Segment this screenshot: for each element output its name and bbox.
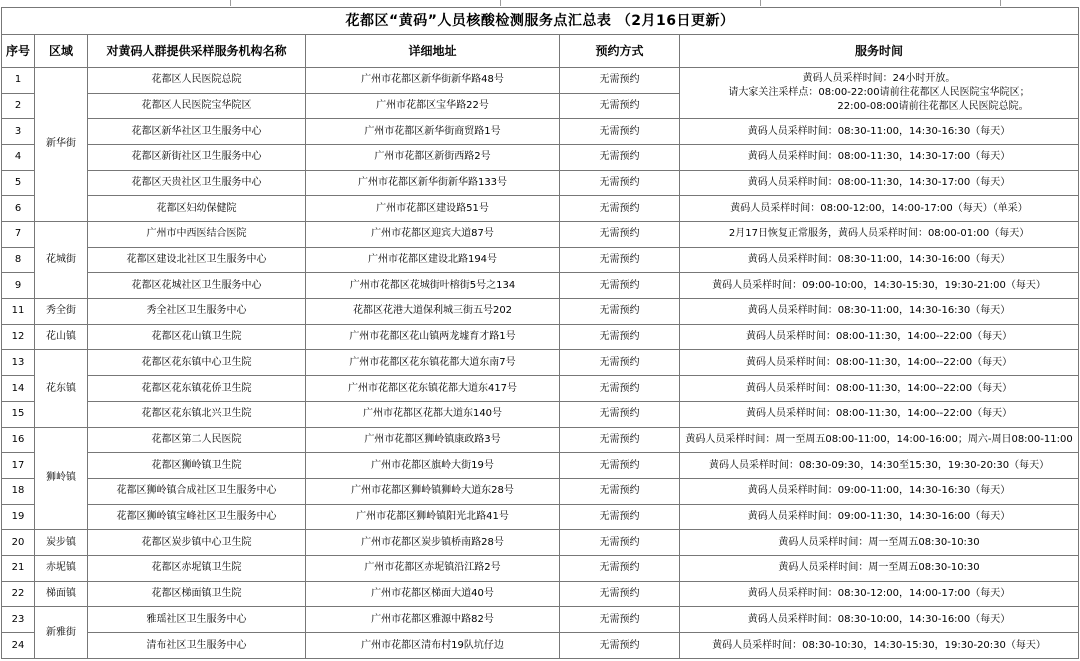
cell-service: 黄码人员采样时间：08:00-11:30，14:00--22:00（每天） (680, 376, 1079, 402)
cell-address: 广州市花都区赤坭镇沿江路2号 (306, 555, 560, 581)
header-address: 详细地址 (306, 35, 560, 68)
cell-address: 广州市花都区建设路51号 (306, 196, 560, 222)
cell-org: 花都区花城社区卫生服务中心 (88, 273, 306, 299)
cell-booking: 无需预约 (560, 581, 680, 607)
table-row (2, 427, 1079, 453)
table-row (2, 504, 1079, 530)
table-row (2, 478, 1079, 504)
service-line-2: 请大家关注采样点：08:00-22:00请前往花都区人民医院宝华院区； (728, 87, 1030, 99)
cell-org: 花都区花东镇花侨卫生院 (88, 376, 306, 402)
cell-service: 黄码人员采样时间：08:30-11:00，14:30-16:30（每天） (680, 299, 1079, 325)
cell-address: 广州市花都区花东镇花都大道东南7号 (306, 350, 560, 376)
cell-address: 广州市花都区清布村19队坑仔边 (306, 633, 560, 659)
cell-service: 黄码人员采样时间：周一至周五08:30-10:30 (680, 530, 1079, 556)
cell-address: 广州市花都区花山镇两龙墟育才路1号 (306, 324, 560, 350)
cell-no: 1 (2, 67, 35, 93)
cell-org: 花都区新华社区卫生服务中心 (88, 119, 306, 145)
cell-booking: 无需预约 (560, 273, 680, 299)
cell-address: 广州市花都区雅源中路82号 (306, 607, 560, 633)
cell-address: 广州市花都区宝华路22号 (306, 93, 560, 119)
cell-no: 12 (2, 324, 35, 350)
cell-service: 黄码人员采样时间：09:00-10:00，14:30-15:30，19:30-21:00（每天） (680, 273, 1079, 299)
cell-address: 广州市花都区狮岭镇狮岭大道东28号 (306, 478, 560, 504)
cell-no: 6 (2, 196, 35, 222)
table-row (2, 247, 1079, 273)
cell-org: 雅瑶社区卫生服务中心 (88, 607, 306, 633)
table-row (2, 222, 1079, 248)
cell-org: 花都区妇幼保健院 (88, 196, 306, 222)
cell-org: 花都区狮岭镇宝峰社区卫生服务中心 (88, 504, 306, 530)
cell-address: 广州市花都区花城街叶榕街5号之134 (306, 273, 560, 299)
cell-district: 花山镇 (35, 324, 88, 350)
cell-no: 19 (2, 504, 35, 530)
cell-address: 广州市花都区炭步镇桥南路28号 (306, 530, 560, 556)
cell-booking: 无需预约 (560, 67, 680, 93)
cell-address: 广州市花都区新华街商贸路1号 (306, 119, 560, 145)
cell-booking: 无需预约 (560, 530, 680, 556)
cell-service: 黄码人员采样时间：08:30-11:00，14:30-16:30（每天） (680, 119, 1079, 145)
cell-booking: 无需预约 (560, 453, 680, 479)
table-row (2, 555, 1079, 581)
cell-booking: 无需预约 (560, 324, 680, 350)
cell-booking: 无需预约 (560, 299, 680, 325)
cell-address: 广州市花都区建设北路194号 (306, 247, 560, 273)
cell-address: 广州市花都区花东镇花都大道东417号 (306, 376, 560, 402)
cell-service: 黄码人员采样时间：08:00-11:30，14:00--22:00（每天） (680, 324, 1079, 350)
cell-org: 花都区狮岭镇卫生院 (88, 453, 306, 479)
cell-district: 花东镇 (35, 350, 88, 427)
cell-org: 花都区狮岭镇合成社区卫生服务中心 (88, 478, 306, 504)
cell-service: 黄码人员采样时间：08:00-11:30，14:00--22:00（每天） (680, 401, 1079, 427)
service-line-1: 黄码人员采样时间：24小时开放。 (802, 73, 956, 85)
cell-service: 黄码人员采样时间：08:30-11:00，14:30-16:00（每天） (680, 247, 1079, 273)
cell-org: 花都区建设北社区卫生服务中心 (88, 247, 306, 273)
cell-district: 新雅街 (35, 607, 88, 659)
cell-service: 黄码人员采样时间：08:30-10:00，14:30-16:00（每天） (680, 607, 1079, 633)
cell-booking: 无需预约 (560, 144, 680, 170)
cell-booking: 无需预约 (560, 93, 680, 119)
cell-booking: 无需预约 (560, 196, 680, 222)
cell-no: 18 (2, 478, 35, 504)
cell-booking: 无需预约 (560, 401, 680, 427)
cell-service: 黄码人员采样时间：08:00-11:30，14:00--22:00（每天） (680, 350, 1079, 376)
cell-org: 花都区新街社区卫生服务中心 (88, 144, 306, 170)
cell-booking: 无需预约 (560, 170, 680, 196)
cell-district: 炭步镇 (35, 530, 88, 556)
table-row (2, 196, 1079, 222)
cell-booking: 无需预约 (560, 376, 680, 402)
cell-service: 黄码人员采样时间：周一至周五08:30-10:30 (680, 555, 1079, 581)
cell-address: 广州市花都区梯面大道40号 (306, 581, 560, 607)
cell-address: 花都区花港大道保利城三街五号202 (306, 299, 560, 325)
cell-org: 花都区炭步镇中心卫生院 (88, 530, 306, 556)
table-row (2, 119, 1079, 145)
table-row (2, 324, 1079, 350)
cell-address: 广州市花都区新华街新华路133号 (306, 170, 560, 196)
cell-no: 4 (2, 144, 35, 170)
cell-service: 黄码人员采样时间：08:00-11:30，14:30-17:00（每天） (680, 144, 1079, 170)
cell-service-merged (680, 67, 1079, 118)
cell-org: 花都区天贵社区卫生服务中心 (88, 170, 306, 196)
cell-address: 广州市花都区狮岭镇康政路3号 (306, 427, 560, 453)
cell-booking: 无需预约 (560, 247, 680, 273)
table-row (2, 633, 1079, 659)
cell-no: 3 (2, 119, 35, 145)
cell-org: 花都区人民医院总院 (88, 67, 306, 93)
cell-no: 11 (2, 299, 35, 325)
cell-district: 狮岭镇 (35, 427, 88, 530)
cell-no: 7 (2, 222, 35, 248)
table-row (2, 453, 1079, 479)
table-title: 花都区“黄码”人员核酸检测服务点汇总表 （2月16日更新） (2, 8, 1079, 35)
cell-booking: 无需预约 (560, 478, 680, 504)
header-district: 区域 (35, 35, 88, 68)
table-row (2, 581, 1079, 607)
cell-no: 13 (2, 350, 35, 376)
cell-service: 黄码人员采样时间：周一至周五08:00-11:00，14:00-16:00；周六-周日08:00-11:00 (680, 427, 1079, 453)
cell-org: 花都区人民医院宝华院区 (88, 93, 306, 119)
table-row (2, 530, 1079, 556)
cell-address: 广州市花都区迎宾大道87号 (306, 222, 560, 248)
cell-service: 黄码人员采样时间：08:30-10:30，14:30-15:30，19:30-20:30（每天） (680, 633, 1079, 659)
table-row (2, 299, 1079, 325)
cell-no: 14 (2, 376, 35, 402)
cell-org: 清布社区卫生服务中心 (88, 633, 306, 659)
cell-address: 广州市花都区新街西路2号 (306, 144, 560, 170)
cell-booking: 无需预约 (560, 119, 680, 145)
cell-no: 24 (2, 633, 35, 659)
cell-address: 广州市花都区花都大道东140号 (306, 401, 560, 427)
cell-district: 赤坭镇 (35, 555, 88, 581)
cell-no: 16 (2, 427, 35, 453)
title-row (2, 8, 1079, 35)
cell-booking: 无需预约 (560, 555, 680, 581)
cell-no: 2 (2, 93, 35, 119)
cell-booking: 无需预约 (560, 427, 680, 453)
cell-no: 21 (2, 555, 35, 581)
testing-points-table (1, 7, 1079, 659)
cell-no: 9 (2, 273, 35, 299)
table-row (2, 144, 1079, 170)
cell-org: 花都区第二人民医院 (88, 427, 306, 453)
cell-address: 广州市花都区狮岭镇阳光北路41号 (306, 504, 560, 530)
cell-booking: 无需预约 (560, 350, 680, 376)
cell-booking: 无需预约 (560, 633, 680, 659)
cell-org: 花都区花山镇卫生院 (88, 324, 306, 350)
cell-service: 2月17日恢复正常服务，黄码人员采样时间：08:00-01:00（每天） (680, 222, 1079, 248)
cell-org: 秀全社区卫生服务中心 (88, 299, 306, 325)
cell-district: 秀全街 (35, 299, 88, 325)
cell-service: 黄码人员采样时间：09:00-11:30，14:30-16:00（每天） (680, 504, 1079, 530)
cell-org: 花都区花东镇中心卫生院 (88, 350, 306, 376)
header-row (2, 35, 1079, 68)
cell-service: 黄码人员采样时间：08:30-12:00，14:00-17:00（每天） (680, 581, 1079, 607)
cell-service: 黄码人员采样时间：09:00-11:00，14:30-16:30（每天） (680, 478, 1079, 504)
cell-no: 22 (2, 581, 35, 607)
cell-org: 花都区赤坭镇卫生院 (88, 555, 306, 581)
cell-address: 广州市花都区旗岭大街19号 (306, 453, 560, 479)
header-service: 服务时间 (680, 35, 1079, 68)
table-row (2, 607, 1079, 633)
table-row (2, 170, 1079, 196)
table-row (2, 401, 1079, 427)
cell-no: 5 (2, 170, 35, 196)
cell-booking: 无需预约 (560, 504, 680, 530)
cell-address: 广州市花都区新华街新华路48号 (306, 67, 560, 93)
cell-no: 17 (2, 453, 35, 479)
table-row (2, 273, 1079, 299)
cell-service: 黄码人员采样时间：08:00-11:30，14:30-17:00（每天） (680, 170, 1079, 196)
header-no: 序号 (2, 35, 35, 68)
cell-service: 黄码人员采样时间：08:00-12:00，14:00-17:00（每天）（单采） (680, 196, 1079, 222)
service-line-3: 22:00-08:00请前往花都区人民医院总院。 (837, 101, 1029, 113)
cell-no: 23 (2, 607, 35, 633)
table-row (2, 376, 1079, 402)
cell-no: 15 (2, 401, 35, 427)
cell-no: 8 (2, 247, 35, 273)
cell-service: 黄码人员采样时间：08:30-09:30，14:30至15:30，19:30-20:30（每天） (680, 453, 1079, 479)
cell-org: 广州市中西医结合医院 (88, 222, 306, 248)
cell-org: 花都区花东镇北兴卫生院 (88, 401, 306, 427)
cell-district: 花城街 (35, 222, 88, 299)
cell-booking: 无需预约 (560, 222, 680, 248)
cell-district: 梯面镇 (35, 581, 88, 607)
header-booking: 预约方式 (560, 35, 680, 68)
header-org: 对黄码人群提供采样服务机构名称 (88, 35, 306, 68)
table-row (2, 67, 1079, 93)
table-row (2, 350, 1079, 376)
cell-district: 新华街 (35, 67, 88, 221)
cell-org: 花都区梯面镇卫生院 (88, 581, 306, 607)
cell-no: 20 (2, 530, 35, 556)
cell-booking: 无需预约 (560, 607, 680, 633)
